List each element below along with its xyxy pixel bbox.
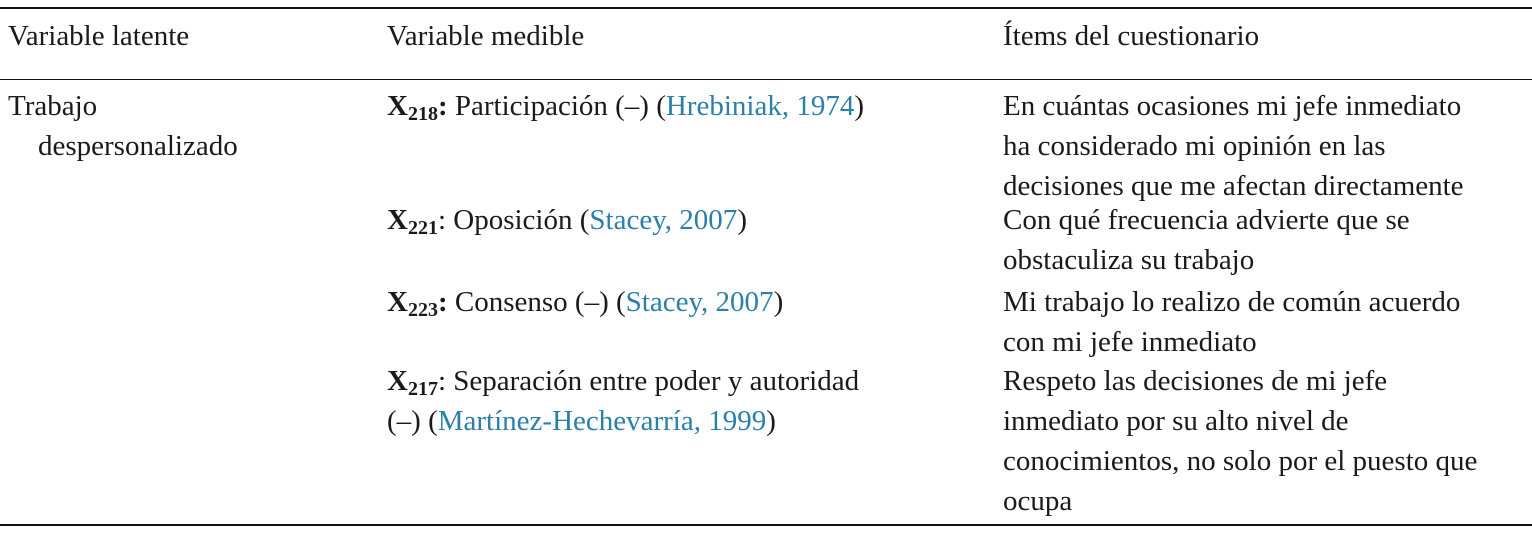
latent-variable-line1: Trabajo bbox=[8, 90, 98, 122]
item-line: ocupa bbox=[1003, 485, 1073, 517]
separator: : bbox=[437, 365, 447, 397]
latent-variable-line2: despersonalizado bbox=[38, 130, 238, 162]
variable-code: $X_{217}$ bbox=[387, 365, 438, 400]
header-items-cuestionario: Ítems del cuestionario bbox=[1003, 20, 1260, 52]
measure-label-cont: (–) ( bbox=[387, 405, 438, 437]
closing-paren: ) bbox=[737, 204, 747, 236]
item-line: ha considerado mi opinión en las bbox=[1003, 130, 1386, 162]
item-line: Respeto las decisiones de mi jefe bbox=[1003, 365, 1388, 397]
measure-line bbox=[387, 361, 859, 401]
closing-paren: ) bbox=[773, 286, 784, 318]
measure-line bbox=[387, 401, 859, 441]
table-header-rule bbox=[0, 79, 1532, 80]
variable-code: $X_{221}$ bbox=[387, 204, 438, 239]
measure-x217 bbox=[387, 361, 859, 441]
table-top-rule bbox=[0, 7, 1532, 9]
measure-label: Participación (–) ( bbox=[447, 90, 666, 122]
measure-x218 bbox=[387, 86, 864, 126]
header-variable-medible: Variable medible bbox=[387, 20, 585, 52]
item-x221 bbox=[1003, 200, 1410, 280]
item-x218 bbox=[1003, 86, 1464, 206]
table-bottom-rule bbox=[0, 524, 1532, 526]
item-line: obstaculiza su trabajo bbox=[1003, 244, 1255, 276]
latent-variable-cell bbox=[8, 86, 238, 166]
variable-code: $X_{218}$: bbox=[387, 90, 448, 125]
measure-label: Consenso (–) ( bbox=[447, 286, 626, 318]
citation-link[interactable]: Stacey, 2007 bbox=[625, 286, 774, 318]
measure-x221 bbox=[387, 200, 747, 240]
closing-paren: ) bbox=[854, 90, 864, 122]
item-x223 bbox=[1003, 282, 1460, 362]
citation-link[interactable]: Stacey, 2007 bbox=[589, 204, 738, 236]
measure-label: Oposición ( bbox=[446, 204, 590, 236]
item-line: En cuántas ocasiones mi jefe inmediato bbox=[1003, 90, 1462, 122]
item-line: decisiones que me afectan directamente bbox=[1003, 170, 1464, 202]
item-line: inmediato por su alto nivel de bbox=[1003, 405, 1349, 437]
header-variable-latente: Variable latente bbox=[8, 20, 190, 52]
measure-x223 bbox=[387, 282, 783, 322]
citation-link[interactable]: Martínez-Hechevarría, 1999 bbox=[437, 405, 767, 437]
item-x217 bbox=[1003, 361, 1477, 521]
measure-label: Separación entre poder y autoridad bbox=[446, 365, 860, 397]
closing-paren: ) bbox=[766, 405, 776, 437]
variable-code: $X_{223}$: bbox=[387, 286, 448, 321]
separator: : bbox=[437, 204, 447, 236]
item-line: Mi trabajo lo realizo de común acuerdo bbox=[1003, 286, 1461, 318]
item-line: conocimientos, no solo por el puesto que bbox=[1003, 445, 1478, 477]
citation-link[interactable]: Hrebiniak, 1974 bbox=[665, 90, 855, 122]
item-line: con mi jefe inmediato bbox=[1003, 326, 1257, 358]
item-line: Con qué frecuencia advierte que se bbox=[1003, 204, 1410, 236]
